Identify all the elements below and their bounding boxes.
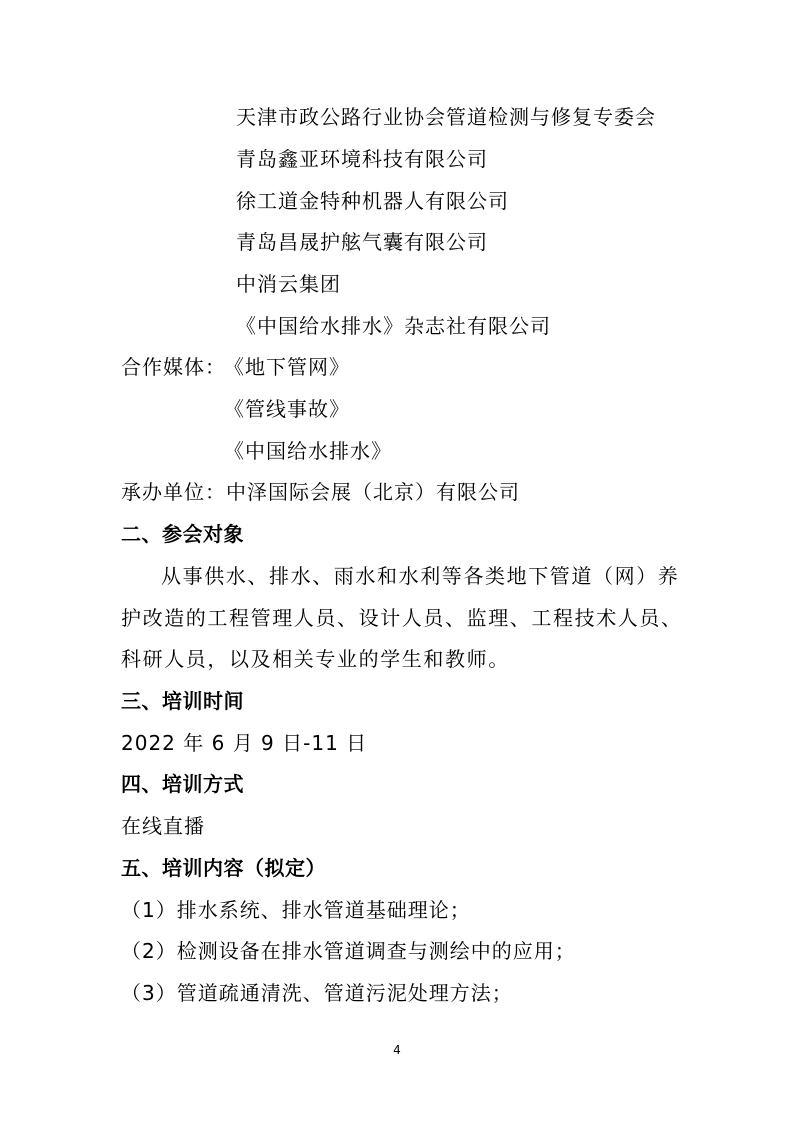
organizer-line: 天津市政公路行业协会管道检测与修复专委会	[236, 105, 656, 129]
training-format: 在线直播	[121, 814, 205, 838]
organizer-line: 青岛昌晟护舷气囊有限公司	[236, 230, 488, 254]
attendees-paragraph-line: 科研人员，以及相关专业的学生和教师。	[121, 647, 510, 671]
section-heading-time: 三、培训时间	[121, 689, 244, 713]
attendees-paragraph-line: 护改造的工程管理人员、设计人员、监理、工程技术人员、	[121, 606, 683, 630]
content-item: （3）管道疏通清洗、管道污泥处理方法；	[121, 981, 513, 1005]
host-line: 承办单位：中泽国际会展（北京）有限公司	[121, 480, 520, 504]
content-item: （1）排水系统、排水管道基础理论；	[121, 898, 471, 922]
section-heading-format: 四、培训方式	[121, 772, 244, 796]
organizer-line: 徐工道金特种机器人有限公司	[236, 189, 509, 213]
media-item: 《管线事故》	[224, 397, 350, 421]
section-heading-attendees: 二、参会对象	[121, 522, 244, 546]
media-item: 《中国给水排水》	[224, 439, 392, 463]
organizer-line: 青岛鑫亚环境科技有限公司	[236, 147, 488, 171]
content-item: （2）检测设备在排水管道调查与测绘中的应用；	[121, 939, 576, 963]
page-number: 4	[393, 1043, 401, 1057]
organizer-line: 中消云集团	[236, 272, 341, 296]
media-item: 《地下管网》	[224, 355, 350, 379]
attendees-paragraph-line: 从事供水、排水、雨水和水利等各类地下管道（网）养	[161, 564, 680, 588]
media-label: 合作媒体：	[121, 355, 226, 379]
section-heading-content: 五、培训内容（拟定）	[121, 856, 326, 880]
organizer-line: 《中国给水排水》杂志社有限公司	[236, 314, 551, 338]
training-time: 2022 年 6 月 9 日-11 日	[121, 731, 368, 755]
